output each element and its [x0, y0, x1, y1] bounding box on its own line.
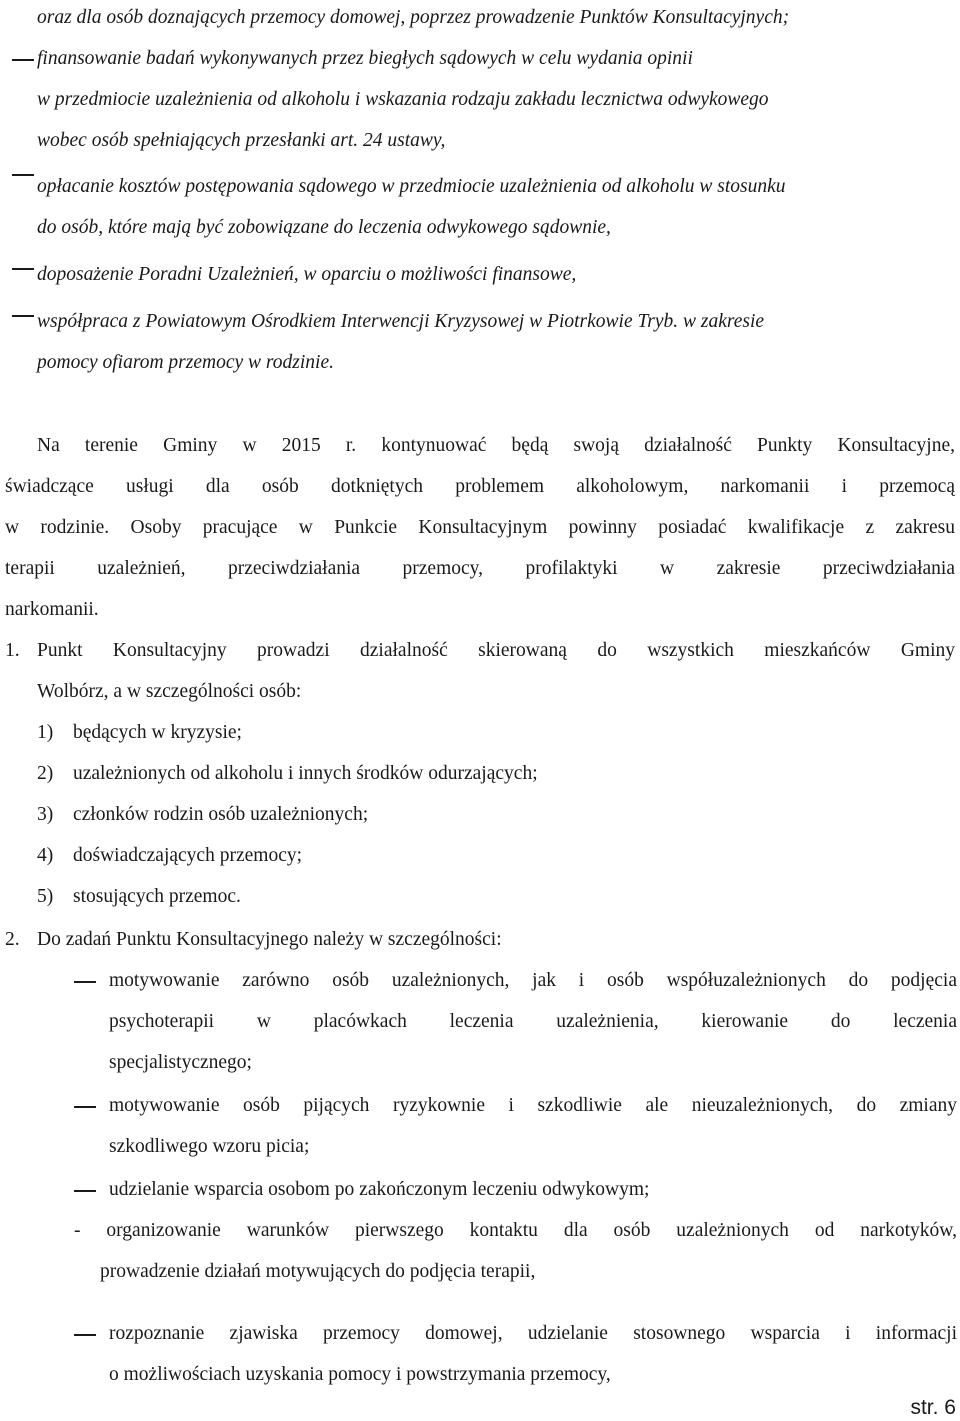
italic-item1-line3: wobec osób spełniających przesłanki art. 24 ustawy,	[37, 130, 446, 151]
dash-bullet	[12, 315, 34, 317]
italic-item2-line1: opłacanie kosztów postępowania sądowego w przedmiocie uzależnienia od alkoholu w stosunku	[37, 176, 786, 197]
dash-bullet	[74, 1334, 96, 1336]
section1-line-1: Punkt Konsultacyjny prowadzi działalność skierowaną do wszystkich mieszkańców Gminy	[37, 640, 955, 661]
section1-line-2: Wolbórz, a w szczególności osób:	[37, 681, 302, 702]
task4-line-2: prowadzenie działań motywujących do podjęcia terapii,	[100, 1261, 536, 1282]
intro-line-4: terapii uzależnień, przeciwdziałania przemocy, profilaktyki w zakresie przeciwdziałania	[5, 558, 955, 579]
task1-line-1: motywowanie zarówno osób uzależnionych, jak i osób współuzależnionych do podjęcia	[109, 970, 957, 991]
dash-bullet	[12, 59, 34, 61]
italic-item4-line1: współpraca z Powiatowym Ośrodkiem Interwencji Kryzysowej w Piotrkowie Tryb. w zakresie	[37, 311, 765, 332]
dash-bullet	[12, 268, 34, 270]
page-number: str. 6	[910, 1396, 956, 1419]
list-item-number: 4)	[37, 845, 54, 866]
dash-bullet	[74, 981, 96, 983]
task3-line-1: udzielanie wsparcia osobom po zakończonym leczeniu odwykowym;	[109, 1179, 650, 1200]
dash-bullet	[74, 1190, 96, 1192]
list-item-number: 1)	[37, 722, 54, 743]
intro-line-5: narkomanii.	[5, 599, 99, 620]
section1-number: 1.	[5, 640, 20, 661]
task2-line-1: motywowanie osób pijących ryzykownie i szkodliwie ale nieuzależnionych, do zmiany	[109, 1095, 957, 1116]
list-item-text: uzależnionych od alkoholu i innych środków odurzających;	[73, 763, 538, 784]
list-item-text: będących w kryzysie;	[73, 722, 242, 743]
dash-bullet	[12, 174, 34, 176]
italic-item1-line2: w przedmiocie uzależnienia od alkoholu i wskazania rodzaju zakładu lecznictwa odwykowego	[37, 89, 769, 110]
list-item-number: 5)	[37, 886, 54, 907]
list-item-number: 3)	[37, 804, 54, 825]
section2-number: 2.	[5, 929, 20, 950]
italic-line-0: oraz dla osób doznających przemocy domowej, poprzez prowadzenie Punktów Konsultacyjnych;	[37, 7, 790, 28]
intro-line-3: w rodzinie. Osoby pracujące w Punkcie Konsultacyjnym powinny posiadać kwalifikacje z zakresu	[5, 517, 955, 538]
task1-line-2: psychoterapii w placówkach leczenia uzależnienia, kierowanie do leczenia	[109, 1011, 957, 1032]
task5-line-1: rozpoznanie zjawiska przemocy domowej, udzielanie stosownego wsparcia i informacji	[109, 1323, 957, 1344]
italic-item2-line2: do osób, które mają być zobowiązane do leczenia odwykowego sądownie,	[37, 217, 611, 238]
section2-heading: Do zadań Punktu Konsultacyjnego należy w szczególności:	[37, 929, 502, 950]
task2-line-2: szkodliwego wzoru picia;	[109, 1136, 310, 1157]
italic-item4-line2: pomocy ofiarom przemocy w rodzinie.	[37, 352, 334, 373]
intro-line-2: świadczące usługi dla osób dotkniętych problemem alkoholowym, narkomanii i przemocą	[5, 476, 955, 497]
task4-line-1: - organizowanie warunków pierwszego kontaktu dla osób uzależnionych od narkotyków,	[74, 1220, 957, 1241]
list-item-text: członków rodzin osób uzależnionych;	[73, 804, 369, 825]
intro-line-1: Na terenie Gminy w 2015 r. kontynuować będą swoją działalność Punkty Konsultacyjne,	[37, 435, 955, 456]
list-item-text: stosujących przemoc.	[73, 886, 241, 907]
list-item-number: 2)	[37, 763, 54, 784]
italic-item1-line1: finansowanie badań wykonywanych przez biegłych sądowych w celu wydania opinii	[37, 48, 693, 69]
task5-line-2: o możliwościach uzyskania pomocy i powstrzymania przemocy,	[109, 1364, 611, 1385]
dash-bullet	[74, 1106, 96, 1108]
italic-item3-line1: doposażenie Poradni Uzależnień, w oparciu o możliwości finansowe,	[37, 264, 577, 285]
list-item-text: doświadczających przemocy;	[73, 845, 303, 866]
task1-line-3: specjalistycznego;	[109, 1052, 252, 1073]
